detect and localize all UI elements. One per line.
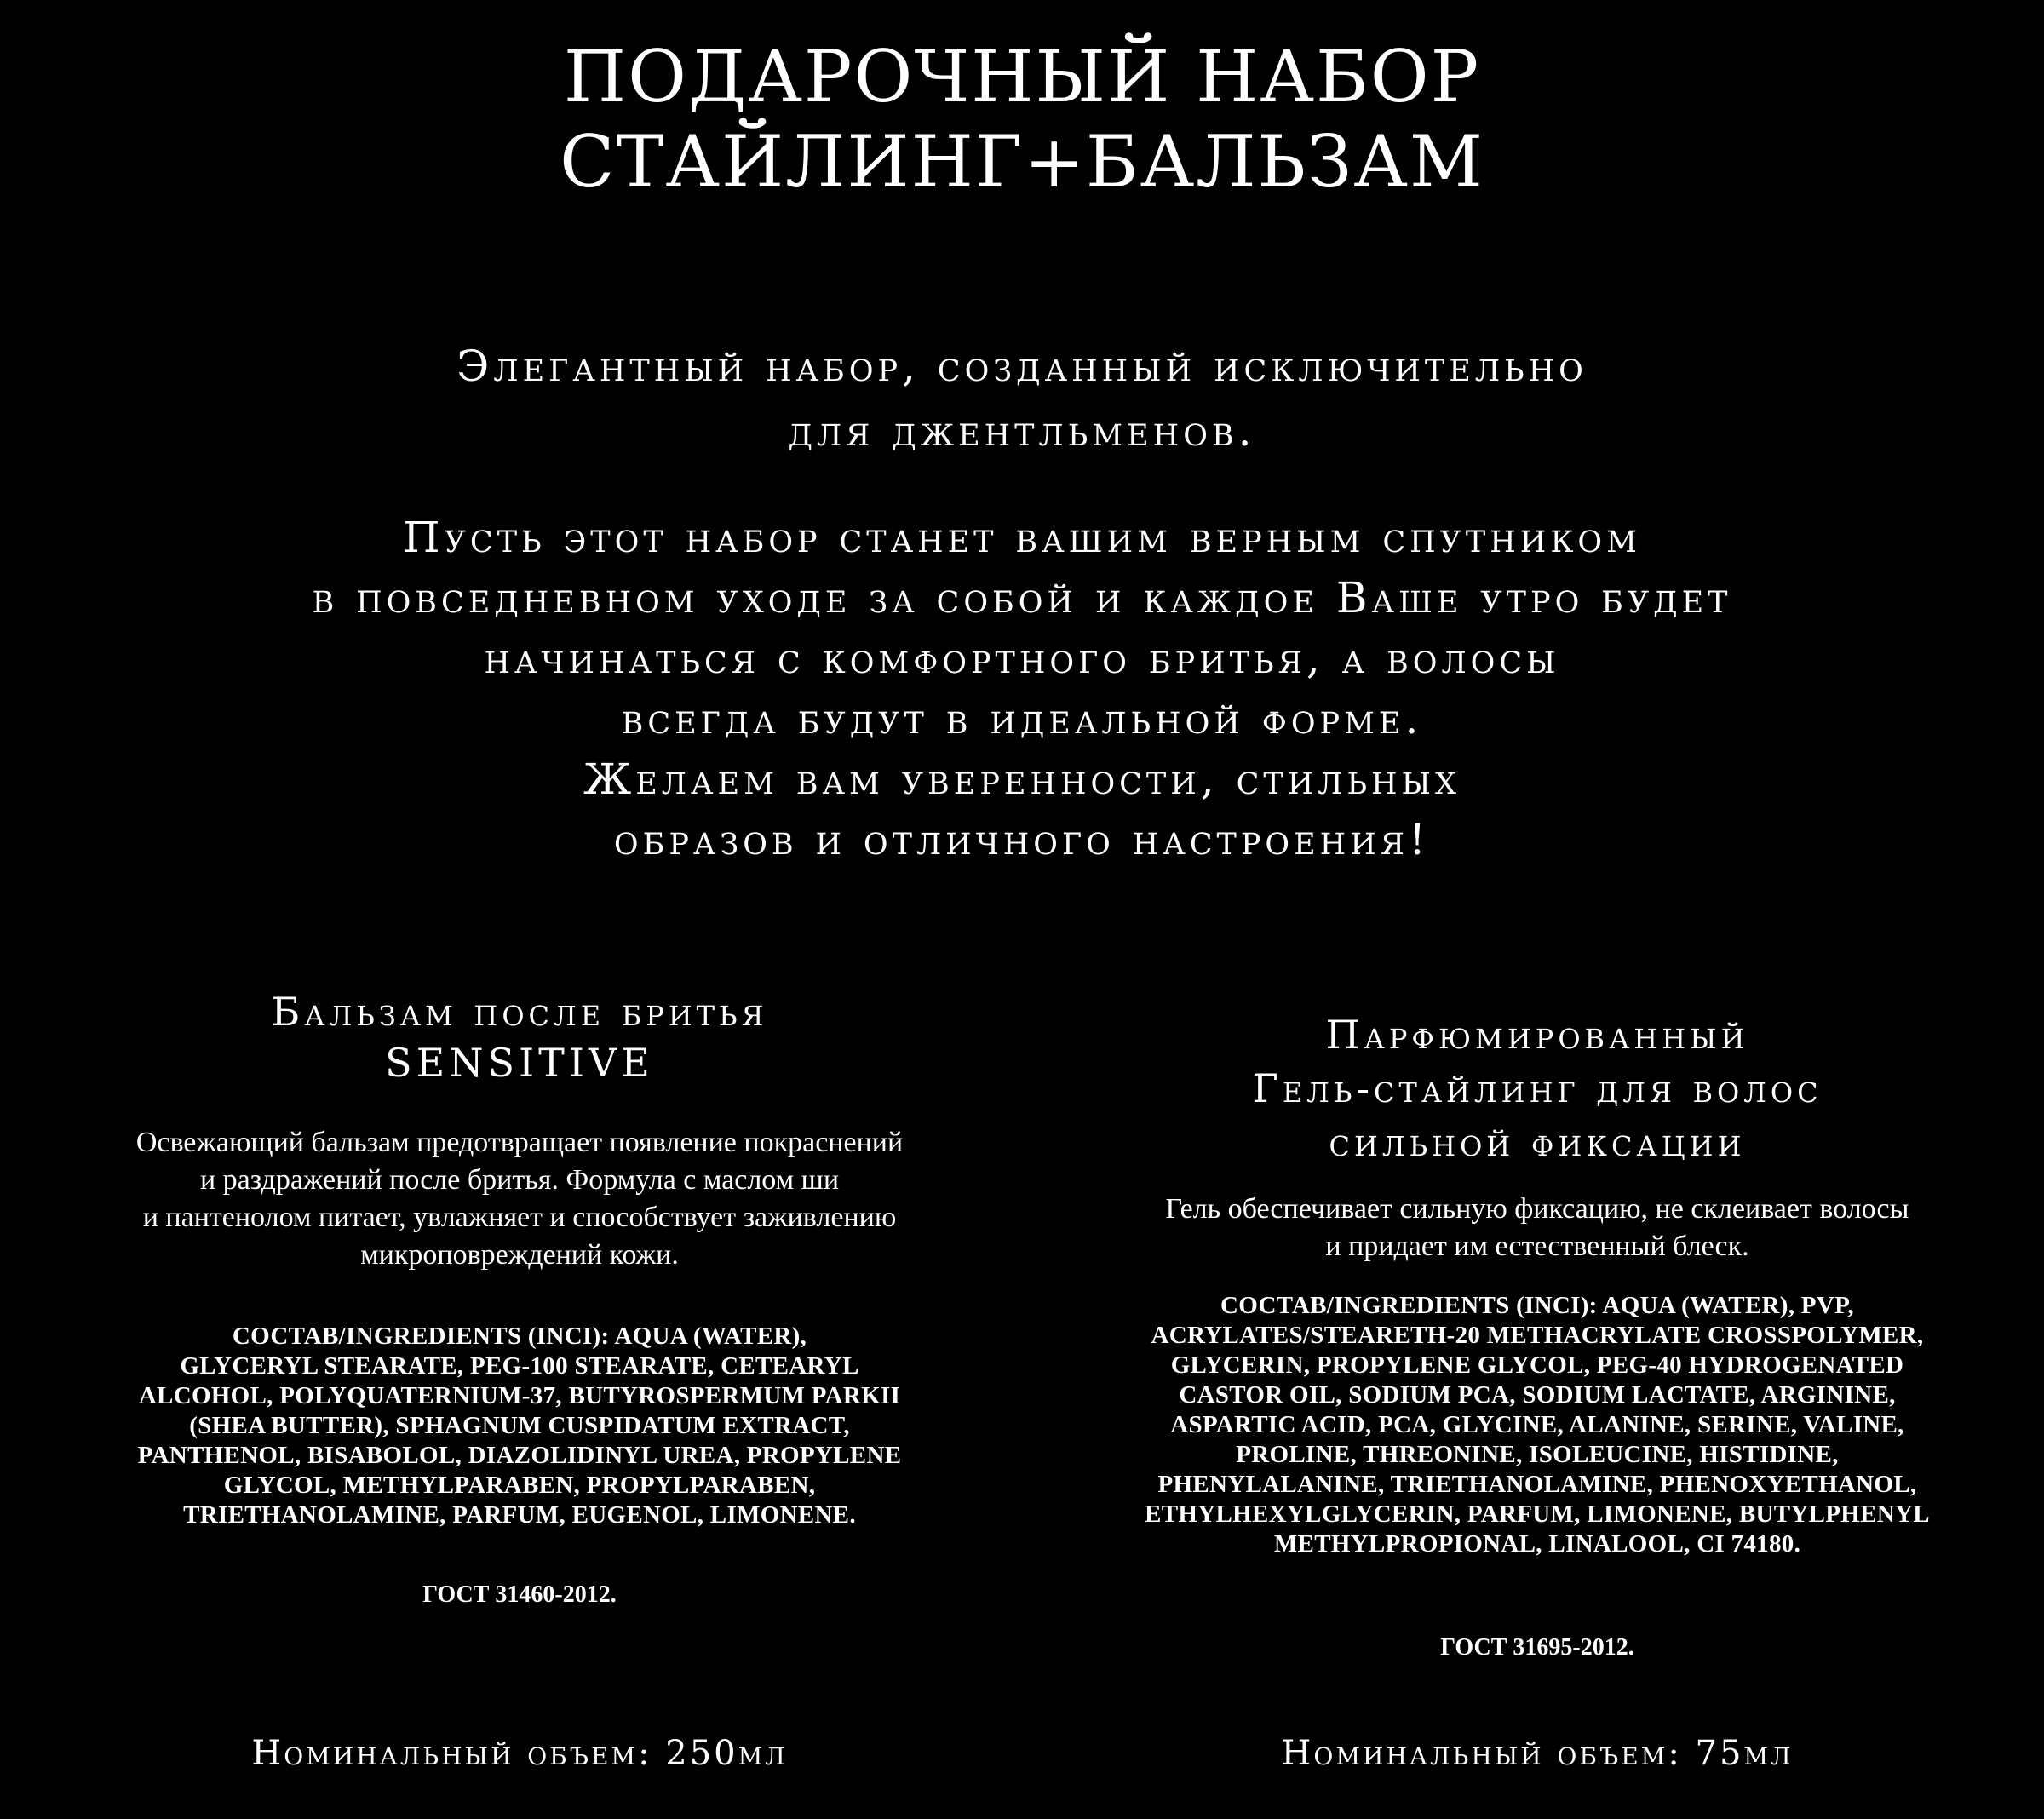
balm-gost: ГОСТ 31460-2012.	[422, 1581, 617, 1608]
gel-desc-line: и придает им естественный блеск.	[1325, 1231, 1749, 1262]
gel-title-line-3: сильной фиксации	[1329, 1119, 1746, 1165]
balm-title-line-2: SENSITIVE	[385, 1040, 654, 1086]
balm-ingredients-line: СОСТАВ/INGREDIENTS (INCI): AQUA (WATER),	[232, 1323, 807, 1350]
balm-ingredients-line: PANTHENOL, BISABOLOL, DIAZOLIDINYL UREA, PROPYLENE	[137, 1442, 902, 1469]
balm-desc-line: и пантенолом питает, увлажняет и способствует заживлению	[142, 1202, 897, 1233]
balm-title-line-1: Бальзам после бритья	[271, 989, 768, 1035]
gel-title-line-2: Гель-стайлинг для волос	[1252, 1065, 1823, 1111]
wish-line-6: образов и отличного настроения!	[613, 815, 1431, 864]
gel-volume: Номинальный объем: 75мл	[1281, 1734, 1794, 1773]
balm-ingredients-line: (SHEA BUTTER), SPHAGNUM CUSPIDATUM EXTRACT,	[189, 1412, 850, 1439]
gel-ingredients-line: ASPARTIC ACID, PCA, GLYCINE, ALANINE, SERINE, VALINE,	[1170, 1411, 1904, 1438]
gel-ingredients-line: PHENYLALANINE, TRIETHANOLAMINE, PHENOXYETHANOL,	[1157, 1471, 1917, 1498]
gel-desc-line: Гель обеспечивает сильную фиксацию, не склеивает волосы	[1165, 1193, 1909, 1225]
title-line-1: ПОДАРОЧНЫЙ НАБОР	[563, 35, 1481, 118]
gel-title	[1056, 1008, 2018, 1169]
balm-desc-line: и раздражений после бритья. Формула с маслом ши	[199, 1164, 840, 1196]
balm-ingredients-line: GLYCOL, METHYLPARABEN, PROPYLPARABEN,	[223, 1472, 816, 1499]
balm-volume: Номинальный объем: 250мл	[251, 1734, 788, 1773]
gel-ingredients-line: CASTOR OIL, SODIUM PCA, SODIUM LACTATE, ARGININE,	[1179, 1381, 1896, 1409]
balm-description	[26, 1124, 1013, 1274]
wish-line-5: Желаем вам уверенности, стильных	[583, 755, 1461, 804]
gel-ingredients-line: ETHYLHEXYLGLYCERIN, PARFUM, LIMONENE, BUTYLPHENYL	[1145, 1501, 1930, 1528]
gel-description	[1056, 1191, 2018, 1265]
balm-desc-line: Освежающий бальзам предотвращает появление покраснений	[135, 1127, 904, 1158]
wish-line-1: Пусть этот набор станет вашим верным спутником	[403, 513, 1641, 562]
wish-line-4: всегда будут в идеальной форме.	[621, 694, 1423, 743]
page-title	[0, 34, 2044, 204]
wish-line-2: в повседневном уходе за собой и каждое Ваше утро будет	[312, 573, 1732, 623]
balm-ingredients-line: GLYCERYL STEARATE, PEG-100 STEARATE, CETEARYL	[180, 1352, 859, 1380]
balm-desc-line: микроповреждений кожи.	[360, 1239, 679, 1271]
intro-line-2: для джентльменов.	[788, 406, 1256, 456]
gel-ingredients-line: СОСТАВ/INGREDIENTS (INCI): AQUA (WATER), PVP,	[1220, 1292, 1854, 1319]
title-line-2: СТАЙЛИНГ+БАЛЬЗАМ	[560, 120, 1484, 204]
balm-ingredients	[26, 1322, 1013, 1530]
gel-ingredients-line: METHYLPROPIONAL, LINALOOL, CI 74180.	[1273, 1530, 1801, 1558]
gel-ingredients-line: ACRYLATES/STEARETH-20 METHACRYLATE CROSSPOLYMER,	[1151, 1322, 1924, 1349]
intro-text	[0, 334, 2044, 463]
balm-ingredients-line: TRIETHANOLAMINE, PARFUM, EUGENOL, LIMONENE.	[183, 1501, 856, 1529]
gel-ingredients	[1056, 1291, 2018, 1559]
intro-line-1: Элегантный набор, созданный исключительно	[456, 341, 1588, 391]
balm-title	[26, 986, 1013, 1088]
gel-title-line-1: Парфюмированный	[1325, 1012, 1749, 1058]
gel-ingredients-line: GLYCERIN, PROPYLENE GLYCOL, PEG-40 HYDROGENATED	[1170, 1351, 1904, 1379]
gel-ingredients-line: PROLINE, THREONINE, ISOLEUCINE, HISTIDINE,	[1236, 1441, 1839, 1468]
gel-gost: ГОСТ 31695-2012.	[1440, 1634, 1634, 1661]
wish-line-3: начинаться с комфортного бритья, а волосы	[484, 634, 1560, 683]
balm-ingredients-line: ALCOHOL, POLYQUATERNIUM-37, BUTYROSPERMUM PARKII	[138, 1382, 901, 1409]
wish-text	[0, 508, 2044, 870]
